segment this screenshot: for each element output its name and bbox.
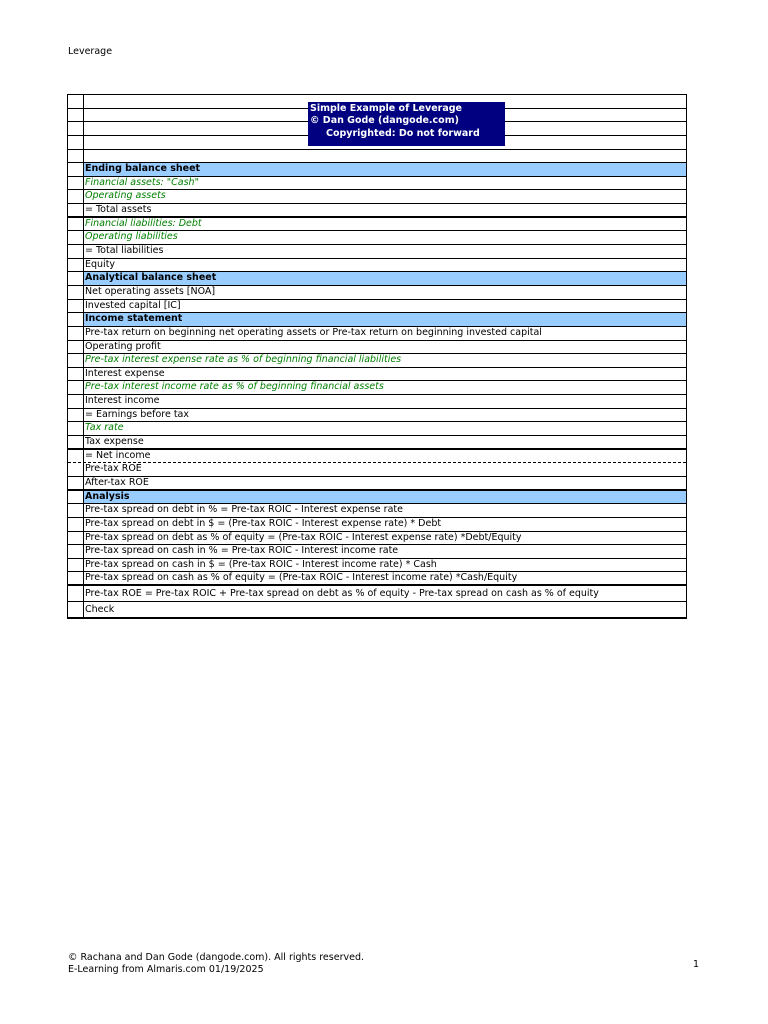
row-label-cell[interactable]: Interest income — [85, 395, 160, 407]
page-header-title: Leverage — [68, 46, 113, 57]
table-row[interactable] — [68, 572, 686, 586]
table-row[interactable] — [68, 422, 686, 436]
table-row[interactable] — [68, 381, 686, 395]
table-row[interactable] — [68, 177, 686, 191]
row-gutter-cell[interactable] — [68, 368, 84, 381]
row-gutter-cell[interactable] — [68, 272, 84, 285]
footer — [68, 952, 364, 976]
row-gutter-cell[interactable] — [68, 450, 84, 463]
row-label-cell[interactable]: Pre-tax spread on debt in % = Pre-tax ROIC - Interest expense rate — [85, 504, 403, 516]
row-label-cell[interactable]: = Net income — [85, 449, 151, 461]
table-row[interactable] — [68, 463, 686, 477]
title-box-line-3: Copyrighted: Do not forward — [326, 127, 480, 139]
row-gutter-cell[interactable] — [68, 300, 84, 313]
row-gutter-cell[interactable] — [68, 286, 84, 299]
title-box — [308, 102, 505, 146]
table-row[interactable] — [68, 602, 686, 618]
row-gutter-cell[interactable] — [68, 231, 84, 244]
row-label-cell[interactable]: Interest expense — [85, 367, 165, 379]
table-row[interactable] — [68, 395, 686, 409]
section-header-row[interactable] — [68, 163, 686, 177]
row-label-cell[interactable]: Pre-tax spread on cash as % of equity = (Pre-tax ROIC - Interest income rate) *Cash/Equity — [85, 572, 518, 584]
row-gutter-cell[interactable] — [68, 559, 84, 572]
row-gutter-cell[interactable] — [68, 436, 84, 448]
row-label-cell[interactable]: After-tax ROE — [85, 476, 149, 488]
row-gutter-cell[interactable] — [68, 190, 84, 203]
row-gutter-cell[interactable] — [68, 504, 84, 517]
row-label-cell[interactable]: Pre-tax ROE = Pre-tax ROIC + Pre-tax spread on debt as % of equity - Pre-tax spread on cash as % of equity — [85, 588, 599, 600]
page-number: 1 — [693, 959, 700, 970]
row-label-cell[interactable]: Pre-tax spread on cash in $ = (Pre-tax ROIC - Interest income rate) * Cash — [85, 558, 437, 570]
row-gutter-cell[interactable] — [68, 95, 84, 108]
row-label-cell[interactable]: = Total liabilities — [85, 245, 164, 257]
row-label-cell[interactable]: Pre-tax ROE — [85, 463, 142, 475]
table-row[interactable] — [68, 559, 686, 573]
row-gutter-cell[interactable] — [68, 518, 84, 531]
section-header-row[interactable] — [68, 313, 686, 327]
table-row[interactable] — [68, 436, 686, 450]
footer-copyright: © Rachana and Dan Gode (dangode.com). All rights reserved. — [68, 952, 364, 963]
table-row[interactable] — [68, 259, 686, 273]
row-label-cell[interactable]: Pre-tax return on beginning net operating assets or Pre-tax return on beginning invested capital — [85, 326, 542, 338]
leverage-worksheet — [67, 94, 687, 619]
row-gutter-cell[interactable] — [68, 327, 84, 340]
row-gutter-cell[interactable] — [68, 259, 84, 272]
row-gutter-cell[interactable] — [68, 545, 84, 558]
title-box-line-2: © Dan Gode (dangode.com) — [310, 115, 459, 127]
row-label-cell[interactable]: = Earnings before tax — [85, 408, 189, 420]
row-label-cell[interactable]: Pre-tax interest expense rate as % of beginning financial liabilities — [85, 354, 402, 366]
row-gutter-cell[interactable] — [68, 150, 84, 163]
table-row[interactable] — [68, 300, 686, 314]
table-row[interactable] — [68, 518, 686, 532]
row-gutter-cell[interactable] — [68, 532, 84, 545]
table-row[interactable] — [68, 218, 686, 232]
table-row[interactable] — [68, 368, 686, 382]
table-row[interactable] — [68, 150, 686, 164]
row-gutter-cell[interactable] — [68, 177, 84, 190]
table-row[interactable] — [68, 409, 686, 423]
row-label-cell[interactable]: Operating assets — [85, 190, 166, 202]
row-label-cell[interactable]: Pre-tax spread on debt in $ = (Pre-tax ROIC - Interest expense rate) * Debt — [85, 517, 442, 529]
row-gutter-cell[interactable] — [68, 204, 84, 216]
row-label-cell[interactable]: Net operating assets [NOA] — [85, 285, 216, 297]
row-gutter-cell[interactable] — [68, 409, 84, 422]
row-gutter-cell[interactable] — [68, 463, 84, 476]
row-label-cell[interactable]: Pre-tax interest income rate as % of beginning financial assets — [85, 381, 384, 393]
row-gutter-cell[interactable] — [68, 477, 84, 489]
row-gutter-cell[interactable] — [68, 586, 84, 601]
row-label-cell[interactable]: Operating profit — [85, 340, 161, 352]
row-gutter-cell[interactable] — [68, 381, 84, 394]
table-row[interactable] — [68, 327, 686, 341]
row-gutter-cell[interactable] — [68, 422, 84, 435]
row-label-cell[interactable]: Financial assets: "Cash" — [85, 176, 199, 188]
title-box-line-1: Simple Example of Leverage — [310, 103, 462, 114]
table-row[interactable] — [68, 190, 686, 204]
row-gutter-cell[interactable] — [68, 572, 84, 584]
row-label-cell[interactable]: Tax rate — [85, 422, 124, 434]
table-row[interactable] — [68, 354, 686, 368]
row-label-cell[interactable]: = Total assets — [85, 204, 152, 216]
row-label-cell[interactable]: Check — [85, 604, 115, 616]
row-gutter-cell[interactable] — [68, 122, 84, 135]
row-gutter-cell[interactable] — [68, 245, 84, 258]
row-label-cell[interactable]: Analysis — [84, 491, 686, 504]
row-gutter-cell[interactable] — [68, 136, 84, 149]
row-label-cell[interactable]: Financial liabilities: Debt — [85, 217, 202, 229]
footer-elearning: E-Learning from Almaris.com 01/19/2025 — [68, 964, 264, 975]
table-row[interactable] — [68, 245, 686, 259]
row-label-cell[interactable]: Operating liabilities — [85, 231, 178, 243]
row-gutter-cell[interactable] — [68, 109, 84, 122]
table-row[interactable] — [68, 204, 686, 218]
table-row[interactable] — [68, 504, 686, 518]
section-header-row[interactable] — [68, 272, 686, 286]
row-label-cell[interactable]: Tax expense — [85, 436, 144, 448]
row-gutter-cell[interactable] — [68, 341, 84, 354]
table-row[interactable] — [68, 477, 686, 491]
row-label-cell[interactable]: Invested capital [IC] — [85, 299, 181, 311]
section-header-row[interactable] — [68, 491, 686, 505]
row-label-cell[interactable] — [84, 150, 686, 163]
row-gutter-cell[interactable] — [68, 313, 84, 326]
table-row[interactable] — [68, 586, 686, 602]
row-label-cell[interactable]: Equity — [85, 258, 116, 270]
row-gutter-cell[interactable] — [68, 395, 84, 408]
row-gutter-cell[interactable] — [68, 354, 84, 367]
table-row[interactable] — [68, 286, 686, 300]
row-label-cell[interactable]: Analytical balance sheet — [84, 272, 686, 285]
row-gutter-cell[interactable] — [68, 491, 84, 504]
table-row[interactable] — [68, 450, 686, 464]
row-label-cell[interactable]: Pre-tax spread on debt as % of equity = (Pre-tax ROIC - Interest expense rate) *Debt/Equity — [85, 531, 522, 543]
row-gutter-cell[interactable] — [68, 602, 84, 617]
row-gutter-cell[interactable] — [68, 163, 84, 176]
table-row[interactable] — [68, 341, 686, 355]
table-row[interactable] — [68, 545, 686, 559]
table-row[interactable] — [68, 231, 686, 245]
row-label-cell[interactable]: Pre-tax spread on cash in % = Pre-tax ROIC - Interest income rate — [85, 545, 399, 557]
row-label-cell[interactable]: Income statement — [84, 313, 686, 326]
row-gutter-cell[interactable] — [68, 218, 84, 231]
table-row[interactable] — [68, 532, 686, 546]
row-label-cell[interactable]: Ending balance sheet — [84, 163, 686, 176]
